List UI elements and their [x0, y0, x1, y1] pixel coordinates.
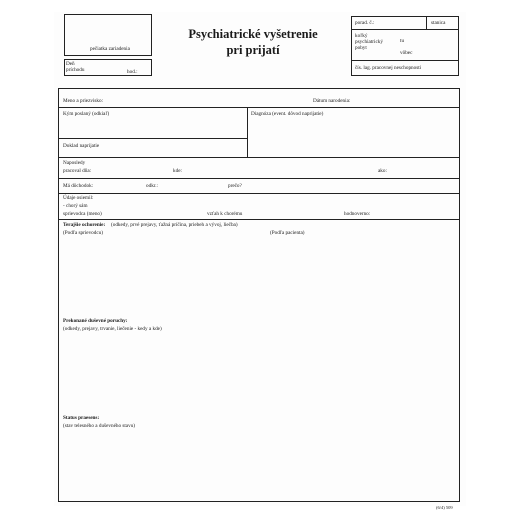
why-label: prečo? [228, 183, 242, 189]
past-disorders-hint: (odkedy, prejavy, trvanie, liečenie - kedy a kde) [63, 326, 162, 332]
last-work-label-1: Naposledy [63, 160, 86, 166]
credibility-label: hodnoverno: [344, 211, 371, 217]
per-patient-label: (Podľa pacienta) [270, 230, 305, 236]
kin-label-3: sprievodca (meno) [63, 211, 102, 217]
kin-label-1: Údaje osiemil: [63, 195, 94, 201]
as-label: ako: [378, 168, 387, 174]
main-form-box [58, 88, 460, 502]
station-label: stanica [431, 20, 446, 26]
diagnosis-label: Diagnóza (event. dôvod naprijatie) [251, 111, 324, 117]
form-sheet [54, 12, 466, 510]
from-label: odkr.: [146, 183, 158, 189]
form-title-line2: pri prijatí [226, 43, 280, 57]
order-number-label: porad. č.: [355, 20, 375, 26]
pension-label: Má dôchodok: [63, 183, 94, 189]
how-many-times-label: koľký psychiatrický pobyt [355, 33, 383, 51]
overall-label: vôbec [400, 50, 413, 56]
patient-name-label: Meno a priezvisko: [63, 98, 104, 104]
past-disorders-label: Prekonané duševné poruchy: [63, 318, 128, 324]
last-work-label-2: pracoval dňa: [63, 168, 92, 174]
per-companion-label: (Podľa sprievodcu) [63, 230, 103, 236]
sent-by-label: Kým poslaný (odkiaľ) [63, 111, 110, 117]
status-praesens-hint: (stav telesného a duševného stavu) [63, 423, 136, 429]
kin-label-2: - chorý sám [63, 203, 88, 209]
sick-leave-label: čís. lag. pracovnej neschopnosti [355, 65, 422, 71]
arrival-day-label: Deň príchodu [66, 61, 85, 73]
here-label: tu [400, 38, 405, 44]
current-illness-label: Terajšie ochorenie: [63, 222, 106, 228]
facility-stamp-label: pečiatka zariadenia [90, 46, 130, 52]
where-label: kde: [173, 168, 182, 174]
hour-label: hod.: [127, 69, 138, 75]
birth-date-label: Dátum narodenia: [313, 98, 351, 104]
current-illness-hint: (odkedy, prvé prejavy, ťažná príčina, priebeh a vývoj, liečba) [111, 222, 238, 228]
form-title-line1: Psychiatrické vyšetrenie [188, 27, 318, 41]
relation-label: vzťah k chorému [207, 211, 243, 217]
status-praesens-label: Status praesens: [63, 415, 100, 421]
admission-doc-label: Doklad naprijatie [63, 143, 100, 149]
form-code: (6/4) 509 [436, 505, 453, 510]
